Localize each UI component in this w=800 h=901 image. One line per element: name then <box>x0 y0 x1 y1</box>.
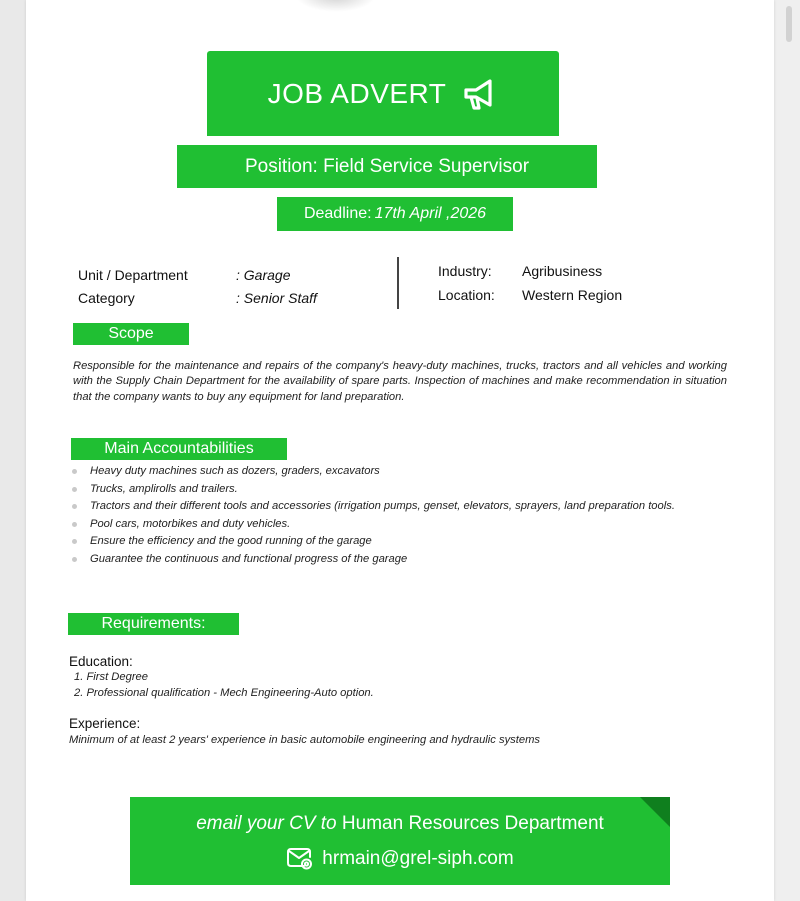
position-title: Position: Field Service Supervisor <box>244 155 530 177</box>
scope-heading <box>73 323 189 345</box>
list-item <box>70 481 730 499</box>
requirements-heading-text: Requirements: <box>101 615 206 632</box>
bullet-icon <box>72 469 77 474</box>
location-row <box>438 287 622 303</box>
scrollbar-thumb[interactable] <box>786 6 792 42</box>
bullet-icon <box>72 487 77 492</box>
category-label: Category <box>78 290 135 306</box>
scope-heading-text: Scope <box>108 325 154 342</box>
megaphone-icon <box>460 75 498 113</box>
scope-text: Responsible for the maintenance and repairs of the company's heavy-duty machines, trucks, tractors and all vehicles and working with the Supply Chain Department for the availability of spare parts. Inspection of machines and make recommendation in situation that the company wants to buy any equipment for land preparation. <box>73 360 727 403</box>
unit-value: : Garage <box>236 267 291 283</box>
list-item-text: Ensure the efficiency and the good running of the garage <box>90 535 372 548</box>
location-value: Western Region <box>522 287 623 303</box>
list-item-text: Tractors and their different tools and accessories (irrigation pumps, genset, elevators, sprayers, land preparation tools. <box>90 500 675 513</box>
position-banner <box>177 145 597 188</box>
footer-line <box>130 813 670 835</box>
education-label: Education: <box>69 654 133 669</box>
contact-footer <box>130 797 670 885</box>
page-title: JOB ADVERT <box>267 77 447 109</box>
industry-label: Industry: <box>438 263 492 279</box>
experience-text: Minimum of at least 2 years' experience in basic automobile engineering and hydraulic systems <box>69 734 541 746</box>
details-divider <box>397 257 399 309</box>
title-banner <box>207 51 559 136</box>
bullet-icon <box>72 504 77 509</box>
education-item: 1. First Degree <box>74 671 148 683</box>
job-advert-page <box>26 0 774 901</box>
email-icon <box>286 847 314 871</box>
accountabilities-heading <box>71 438 287 460</box>
industry-value: Agribusiness <box>522 263 603 279</box>
education-item: 2. Professional qualification - Mech Engineering-Auto option. <box>74 687 374 699</box>
footer-lead: email your CV to <box>196 813 337 834</box>
list-item <box>70 516 730 534</box>
contact-email[interactable]: hrmain@grel-siph.com <box>322 848 514 869</box>
deadline-banner <box>277 197 513 231</box>
accountabilities-heading-text: Main Accountabilities <box>104 440 254 457</box>
list-item <box>70 463 730 481</box>
footer-email-line <box>130 847 670 871</box>
location-label: Location: <box>438 287 495 303</box>
list-item <box>70 551 730 569</box>
category-value: : Senior Staff <box>236 290 317 306</box>
bullet-icon <box>72 539 77 544</box>
top-shadow <box>296 0 376 12</box>
list-item <box>70 533 730 551</box>
unit-row <box>78 267 290 283</box>
bullet-icon <box>72 557 77 562</box>
industry-row <box>438 263 602 279</box>
list-item-text: Trucks, amplirolls and trailers. <box>90 482 238 495</box>
deadline-value: 17th April ,2026 <box>374 205 487 222</box>
list-item-text: Heavy duty machines such as dozers, graders, excavators <box>90 465 380 477</box>
category-row <box>78 290 317 306</box>
list-item-text: Guarantee the continuous and functional progress of the garage <box>90 552 408 565</box>
list-item-text: Pool cars, motorbikes and duty vehicles. <box>90 517 291 530</box>
list-item <box>70 498 730 516</box>
experience-label: Experience: <box>69 716 141 731</box>
deadline-label: Deadline: <box>303 205 372 222</box>
scrollbar[interactable] <box>774 0 800 901</box>
accountabilities-list <box>70 463 730 569</box>
unit-label: Unit / Department <box>78 267 188 283</box>
footer-department: Human Resources Department <box>336 813 604 834</box>
requirements-heading <box>68 613 239 635</box>
bullet-icon <box>72 522 77 527</box>
